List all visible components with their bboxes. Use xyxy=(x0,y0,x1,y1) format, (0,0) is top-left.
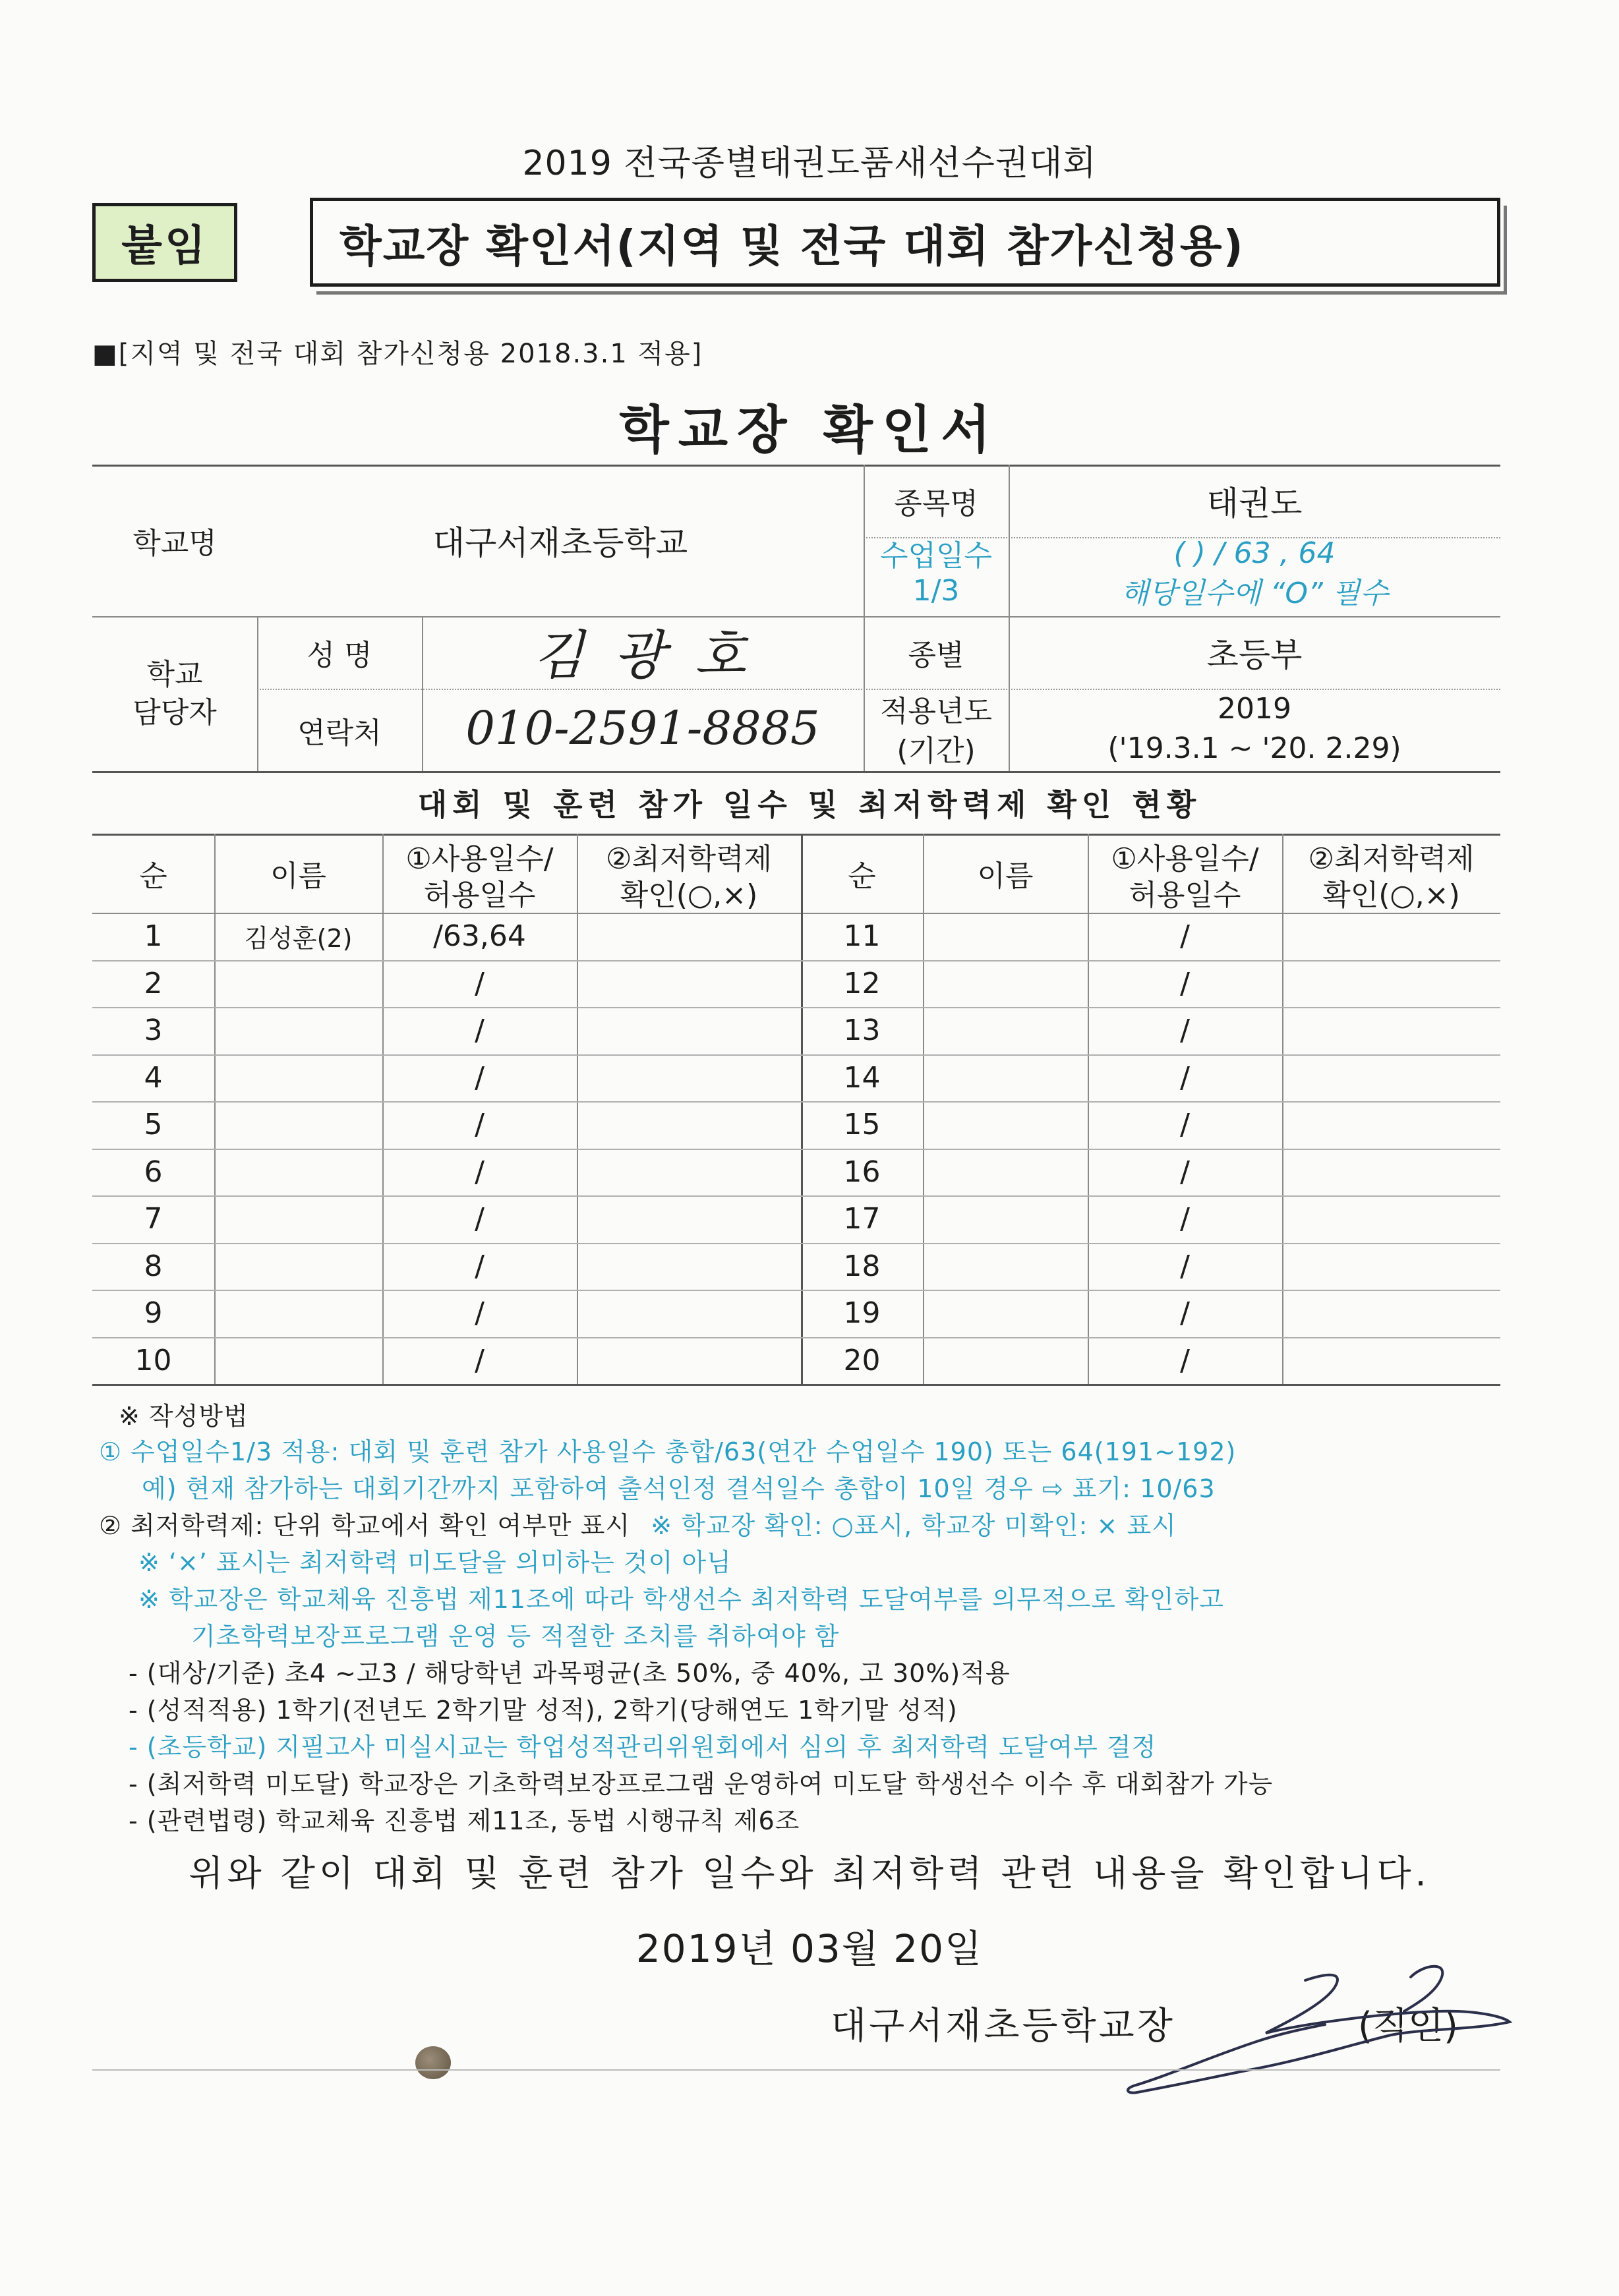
seal-placeholder: (직인) xyxy=(1358,2005,1458,2048)
row-number: 20 xyxy=(843,1343,881,1377)
days-used: / xyxy=(475,1249,485,1283)
athlete-name xyxy=(923,913,1088,960)
document-title: 학교장 확인서 xyxy=(619,401,1000,460)
header-check-left-2: 확인(○,×) xyxy=(620,878,758,912)
note-2b: ※ 학교장 확인: ○표시, 학교장 미확인: × 표시 xyxy=(651,1511,1177,1540)
class-days-value-1: ( ) / 63 , 64 xyxy=(1173,536,1336,570)
days-used: / xyxy=(475,1343,485,1377)
row-number: 15 xyxy=(843,1108,881,1142)
athlete-name xyxy=(923,1054,1088,1102)
row-number: 17 xyxy=(843,1202,881,1236)
header-days-right-1: ①사용일수/ xyxy=(1111,842,1259,876)
athlete-name xyxy=(214,1149,382,1196)
academic-check xyxy=(577,1007,801,1054)
application-note: ■[지역 및 전국 대회 참가신청용 2018.3.1 적용] xyxy=(92,339,703,369)
row-number: 11 xyxy=(843,919,881,954)
athlete-name: 김성훈(2) xyxy=(244,924,353,954)
days-used: /63,64 xyxy=(433,919,526,954)
row-number: 10 xyxy=(134,1343,172,1377)
athlete-name xyxy=(923,1195,1088,1243)
athlete-name xyxy=(214,1054,382,1102)
header-no-left: 순 xyxy=(139,859,167,893)
header-check-right-2: 확인(○,×) xyxy=(1322,878,1460,912)
class-days-label-1: 수업일수 xyxy=(879,539,992,573)
academic-check xyxy=(577,1243,801,1290)
event-title: 2019 전국종별태권도품새선수권대회 xyxy=(522,144,1097,183)
athlete-name xyxy=(923,1337,1088,1385)
academic-check xyxy=(577,960,801,1008)
days-used: / xyxy=(475,1202,485,1236)
bullet-3: - (초등학교) 지필고사 미실시교는 학업성적관리위원회에서 심의 후 최저학력 도달여부 결정 xyxy=(129,1733,1157,1762)
athlete-name xyxy=(214,1243,382,1290)
days-used: / xyxy=(1180,1296,1190,1331)
days-used: / xyxy=(1180,966,1190,1000)
athlete-name xyxy=(923,1149,1088,1196)
athlete-name xyxy=(923,1007,1088,1054)
bullet-1: - (대상/기준) 초4 ~고3 / 해당학년 과목평균(초 50%, 중 40%, 고 30%)적용 xyxy=(129,1659,1011,1688)
year-value-2: ('19.3.1 ~ '20. 2.29) xyxy=(1107,731,1401,765)
attachment-label: 붙임 xyxy=(92,203,237,282)
days-used: / xyxy=(1180,1202,1190,1236)
athlete-name xyxy=(214,1290,382,1337)
row-number: 3 xyxy=(144,1014,163,1048)
division-label: 종별 xyxy=(908,639,964,672)
academic-check xyxy=(1282,1195,1500,1243)
header-days-left-2: 허용일수 xyxy=(423,878,536,912)
handwritten-name: 김 광 호 xyxy=(533,625,753,686)
handwritten-contact: 010-2591-8885 xyxy=(465,701,820,755)
academic-check xyxy=(1282,1337,1500,1385)
academic-check xyxy=(577,1101,801,1149)
table-title: 대회 및 훈련 참가 일수 및 최저학력제 확인 현황 xyxy=(417,787,1202,822)
academic-check xyxy=(1282,913,1500,960)
note-2d: ※ 학교장은 학교체육 진흥법 제11조에 따라 학생선수 최저학력 도달여부를 의무적으로 확인하고 xyxy=(138,1585,1224,1614)
bullet-5: - (관련법령) 학교체육 진흥법 제11조, 동법 시행규칙 제6조 xyxy=(129,1806,800,1835)
header-check-right-1: ②최저학력제 xyxy=(1308,842,1475,876)
academic-check xyxy=(1282,1149,1500,1196)
athlete-name xyxy=(923,1290,1088,1337)
row-number: 16 xyxy=(843,1155,881,1189)
event-label: 종목명 xyxy=(894,487,978,521)
days-used: / xyxy=(1180,1343,1190,1377)
row-number: 9 xyxy=(144,1296,163,1331)
school-name-label: 학교명 xyxy=(132,527,217,560)
academic-check xyxy=(1282,1243,1500,1290)
academic-check xyxy=(1282,1054,1500,1102)
note-1a: ① 수업일수1/3 적용: 대회 및 훈련 참가 사용일수 총합/63(연간 수업일수 190) 또는 64(191~192) xyxy=(99,1437,1237,1466)
days-used: / xyxy=(475,966,485,1000)
notes-heading: ※ 작성방법 xyxy=(119,1402,249,1431)
row-number: 2 xyxy=(144,966,163,1000)
note-2c: ※ ‘×’ 표시는 최저학력 미도달을 의미하는 것이 아님 xyxy=(138,1548,732,1577)
days-used: / xyxy=(475,1014,485,1048)
contact-person-label: 학교 담당자 xyxy=(132,657,217,730)
athlete-name xyxy=(214,960,382,1008)
row-number: 7 xyxy=(144,1202,163,1236)
bullet-2: - (성적적용) 1학기(전년도 2학기말 성적), 2학기(당해연도 1학기말 성적) xyxy=(129,1696,958,1725)
days-used: / xyxy=(475,1155,485,1189)
academic-check xyxy=(577,1290,801,1337)
row-number: 4 xyxy=(144,1060,163,1095)
note-2a xyxy=(99,1505,1177,1541)
days-used: / xyxy=(1180,1060,1190,1095)
principal-title: 대구서재초등학교장 xyxy=(831,2005,1175,2048)
days-used: / xyxy=(475,1108,485,1142)
header-days-right-2: 허용일수 xyxy=(1129,878,1241,912)
note-2e: 기초학력보장프로그램 운영 등 적절한 조치를 취하여야 함 xyxy=(191,1622,840,1651)
athlete-name xyxy=(923,1101,1088,1149)
days-used: / xyxy=(1180,1155,1190,1189)
row-number: 19 xyxy=(843,1296,881,1331)
bullet-4: - (최저학력 미도달) 학교장은 기초학력보장프로그램 운영하여 미도달 학생선수 이수 후 대회참가 가능 xyxy=(129,1769,1274,1798)
days-used: / xyxy=(475,1060,485,1095)
year-label-1: 적용년도 xyxy=(879,695,992,728)
academic-check xyxy=(577,1337,801,1385)
academic-check xyxy=(1282,1101,1500,1149)
class-days-label-2: 1/3 xyxy=(912,573,960,608)
name-label: 성 명 xyxy=(307,639,372,672)
athlete-name xyxy=(214,1337,382,1385)
academic-check xyxy=(577,1195,801,1243)
row-number: 5 xyxy=(144,1108,163,1142)
row-number: 14 xyxy=(843,1060,881,1095)
event-name: 태권도 xyxy=(1206,484,1303,523)
athlete-name xyxy=(214,1101,382,1149)
note-2a-text: ② 최저학력제: 단위 학교에서 확인 여부만 표시 xyxy=(99,1511,631,1540)
header-days-left-1: ①사용일수/ xyxy=(405,842,554,876)
header-name-left: 이름 xyxy=(270,859,326,893)
athlete-name xyxy=(923,1243,1088,1290)
division: 초등부 xyxy=(1206,636,1303,674)
days-used: / xyxy=(1180,1014,1190,1048)
header-no-right: 순 xyxy=(848,859,876,893)
academic-check xyxy=(1282,1007,1500,1054)
academic-check xyxy=(577,1149,801,1196)
punch-hole-mark xyxy=(415,2046,451,2079)
row-number: 1 xyxy=(144,919,163,954)
academic-check xyxy=(577,913,801,960)
row-number: 6 xyxy=(144,1155,163,1189)
athlete-name xyxy=(923,960,1088,1008)
header-check-left-1: ②최저학력제 xyxy=(606,842,772,876)
row-number: 12 xyxy=(843,966,881,1000)
form-title: 학교장 확인서(지역 및 전국 대회 참가신청용) xyxy=(310,198,1500,287)
days-used: / xyxy=(1180,919,1190,954)
signing-date: 2019년 03월 20일 xyxy=(635,1926,984,1971)
days-used: / xyxy=(1180,1249,1190,1283)
row-number: 8 xyxy=(144,1249,163,1283)
signature-mark xyxy=(1107,1951,1543,2109)
academic-check xyxy=(577,1054,801,1102)
contact-label: 연락처 xyxy=(297,716,382,750)
days-used: / xyxy=(1180,1108,1190,1142)
row-number: 13 xyxy=(843,1014,881,1048)
header-name-right: 이름 xyxy=(977,859,1034,893)
athlete-name xyxy=(214,1195,382,1243)
academic-check xyxy=(1282,1290,1500,1337)
year-label-2: (기간) xyxy=(897,734,976,768)
academic-check xyxy=(1282,960,1500,1008)
days-used: / xyxy=(475,1296,485,1331)
year-value-1: 2019 xyxy=(1218,691,1291,726)
note-1b: 예) 현재 참가하는 대회기간까지 포함하여 출석인정 결석일수 총합이 10일 경우 ⇨ 표기: 10/63 xyxy=(142,1474,1216,1503)
school-name: 대구서재초등학교 xyxy=(432,524,688,562)
athlete-name xyxy=(214,1007,382,1054)
confirmation-statement: 위와 같이 대회 및 훈련 참가 일수와 최저학력 관련 내용을 확인합니다. xyxy=(189,1852,1430,1894)
class-days-value-2: 해당일수에 “O” 필수 xyxy=(1121,577,1388,610)
row-number: 18 xyxy=(843,1249,881,1283)
